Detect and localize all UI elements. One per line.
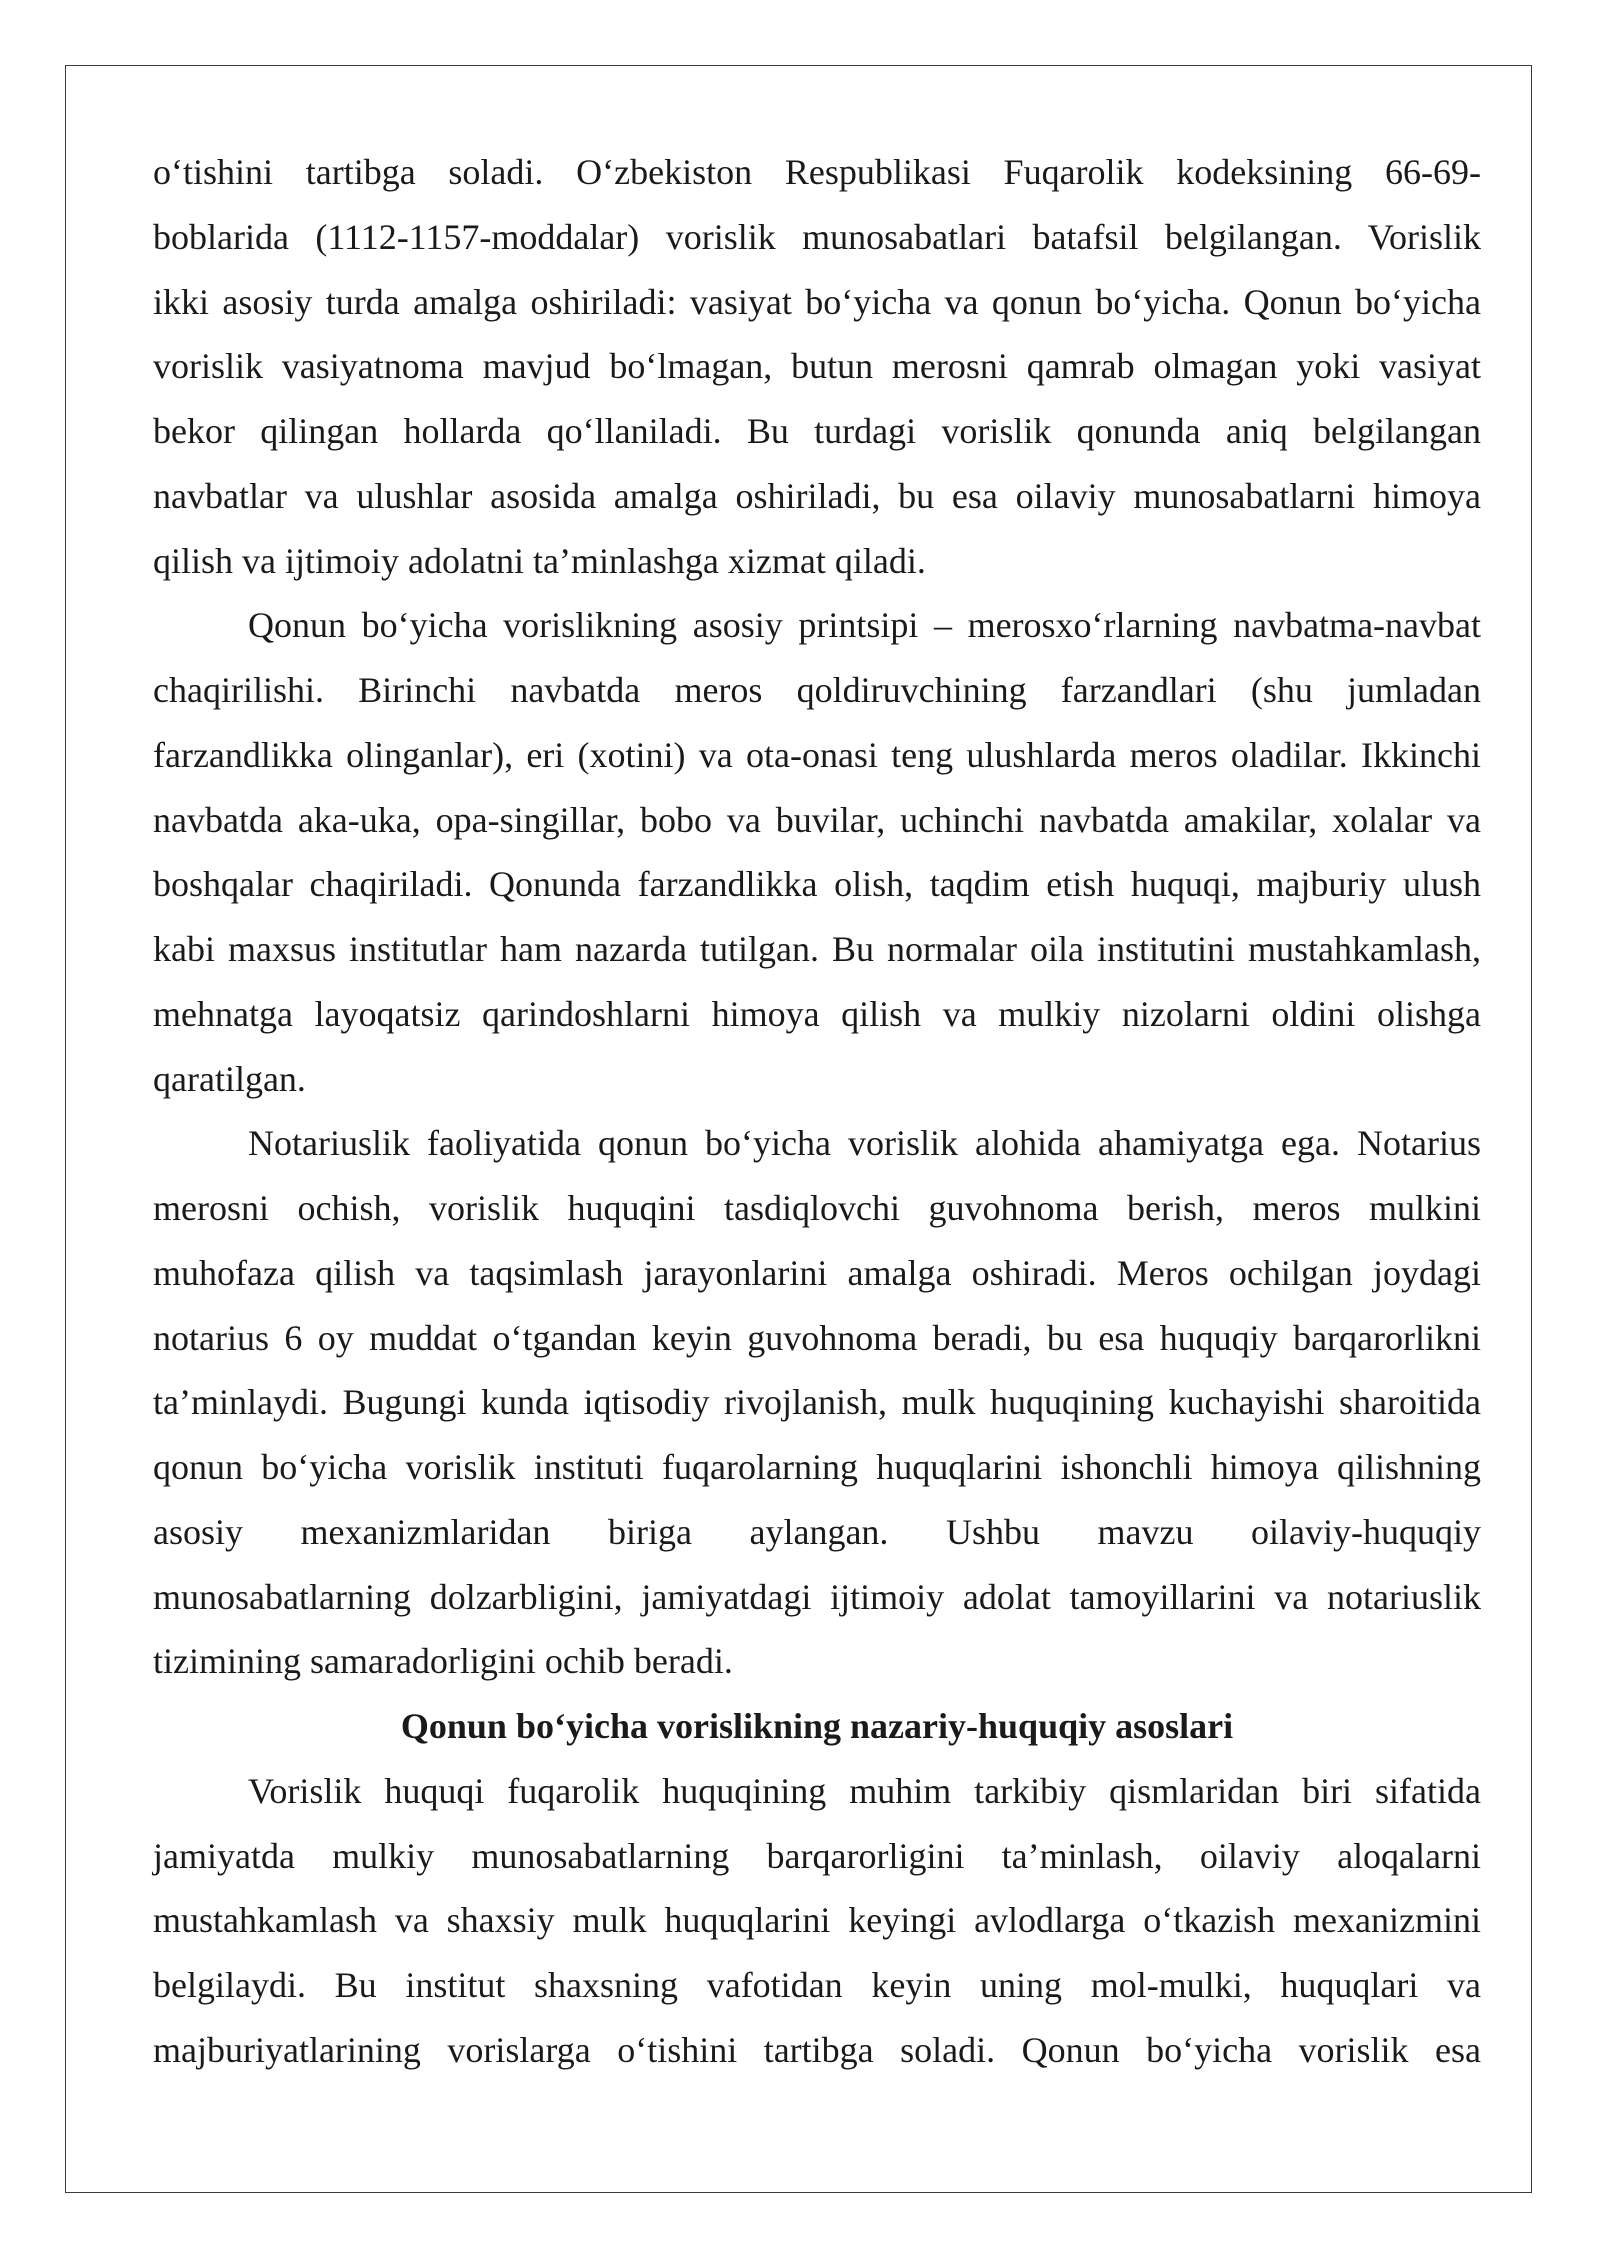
paragraph-line: Notariuslik faoliyatida qonun bo‘yicha vorislik alohida ahamiyatga ega. Notarius — [248, 1123, 1481, 1164]
paragraph-line: ikki asosiy turda amalga oshiriladi: vasiyat bo‘yicha va qonun bo‘yicha. Qonun bo‘yicha — [153, 281, 1481, 322]
paragraph — [153, 140, 1481, 593]
section-heading: Qonun bo‘yicha vorislikning nazariy-huquqiy asoslari — [400, 1706, 1234, 1746]
paragraph-line: boshqalar chaqiriladi. Qonunda farzandlikka olish, taqdim etish huquqi, majburiy ulush — [153, 864, 1481, 905]
paragraph-line: mehnatga layoqatsiz qarindoshlarni himoya qilish va mulkiy nizolarni oldini olishga — [153, 993, 1481, 1034]
paragraph-line: qaratilgan. — [153, 1058, 306, 1099]
paragraph-line: munosabatlarning dolzarbligini, jamiyatdagi ijtimoiy adolat tamoyillarini va notariuslik — [153, 1576, 1481, 1617]
paragraph-line: asosiy mexanizmlaridan biriga aylangan. Ushbu mavzu oilaviy-huquqiy — [153, 1511, 1481, 1552]
paragraph-line: farzandlikka olinganlar), eri (xotini) va ota-onasi teng ulushlarda meros oladilar. Ikkinchi — [153, 734, 1481, 775]
paragraph — [153, 593, 1481, 1111]
document-body — [153, 140, 1481, 2083]
paragraph-line: qilish va ijtimoiy adolatni ta’minlashga xizmat qiladi. — [153, 540, 926, 581]
paragraph-line: bekor qilingan hollarda qo‘llaniladi. Bu turdagi vorislik qonunda aniq belgilangan — [153, 411, 1481, 451]
paragraph-line: notarius 6 oy muddat o‘tgandan keyin guvohnoma beradi, bu esa huquqiy barqarorlikni — [153, 1317, 1481, 1358]
paragraph-line: kabi maxsus institutlar ham nazarda tutilgan. Bu normalar oila institutini mustahkamlash, — [153, 929, 1481, 969]
paragraph-line: tizimining samaradorligini ochib beradi. — [153, 1641, 733, 1682]
paragraph-line: mustahkamlash va shaxsiy mulk huquqlarini keyingi avlodlarga o‘tkazish mexanizmini — [153, 1900, 1481, 1941]
paragraph-line: navbatlar va ulushlar asosida amalga oshiriladi, bu esa oilaviy munosabatlarni himoya — [153, 475, 1481, 516]
paragraph-line: merosni ochish, vorislik huquqini tasdiqlovchi guvohnoma berish, meros mulkini — [153, 1188, 1481, 1228]
paragraph-line: navbatda aka-uka, opa-singillar, bobo va buvilar, uchinchi navbatda amakilar, xolalar va — [153, 799, 1481, 840]
paragraph-line: ta’minlaydi. Bugungi kunda iqtisodiy rivojlanish, mulk huquqining kuchayishi sharoitida — [153, 1382, 1481, 1423]
paragraph-line: chaqirilishi. Birinchi navbatda meros qoldiruvchining farzandlari (shu jumladan — [153, 670, 1481, 710]
paragraph-line: belgilaydi. Bu institut shaxsning vafotidan keyin uning mol-mulki, huquqlari va — [153, 1965, 1481, 2005]
paragraph-line: Qonun bo‘yicha vorislikning asosiy printsipi – merosxo‘rlarning navbatma-navbat — [248, 605, 1481, 646]
paragraph-line: muhofaza qilish va taqsimlash jarayonlarini amalga oshiradi. Meros ochilgan joydagi — [153, 1252, 1481, 1293]
paragraph-line: boblarida (1112-1157-moddalar) vorislik munosabatlari batafsil belgilangan. Vorislik — [153, 216, 1481, 257]
paragraph-line: vorislik vasiyatnoma mavjud bo‘lmagan, butun merosni qamrab olmagan yoki vasiyat — [153, 346, 1481, 387]
paragraph — [153, 1759, 1481, 2083]
paragraph-line: o‘tishini tartibga soladi. O‘zbekiston Respublikasi Fuqarolik kodeksining 66-69- — [153, 152, 1481, 192]
paragraph-line: jamiyatda mulkiy munosabatlarning barqarorligini ta’minlash, oilaviy aloqalarni — [153, 1835, 1481, 1876]
paragraph-line: qonun bo‘yicha vorislik instituti fuqarolarning huquqlarini ishonchli himoya qilishning — [153, 1447, 1481, 1487]
paragraph — [153, 1111, 1481, 1694]
paragraph-line: Vorislik huquqi fuqarolik huquqining muhim tarkibiy qismlaridan biri sifatida — [248, 1770, 1481, 1811]
paragraph-line: majburiyatlarining vorislarga o‘tishini tartibga soladi. Qonun bo‘yicha vorislik esa — [153, 2029, 1481, 2070]
